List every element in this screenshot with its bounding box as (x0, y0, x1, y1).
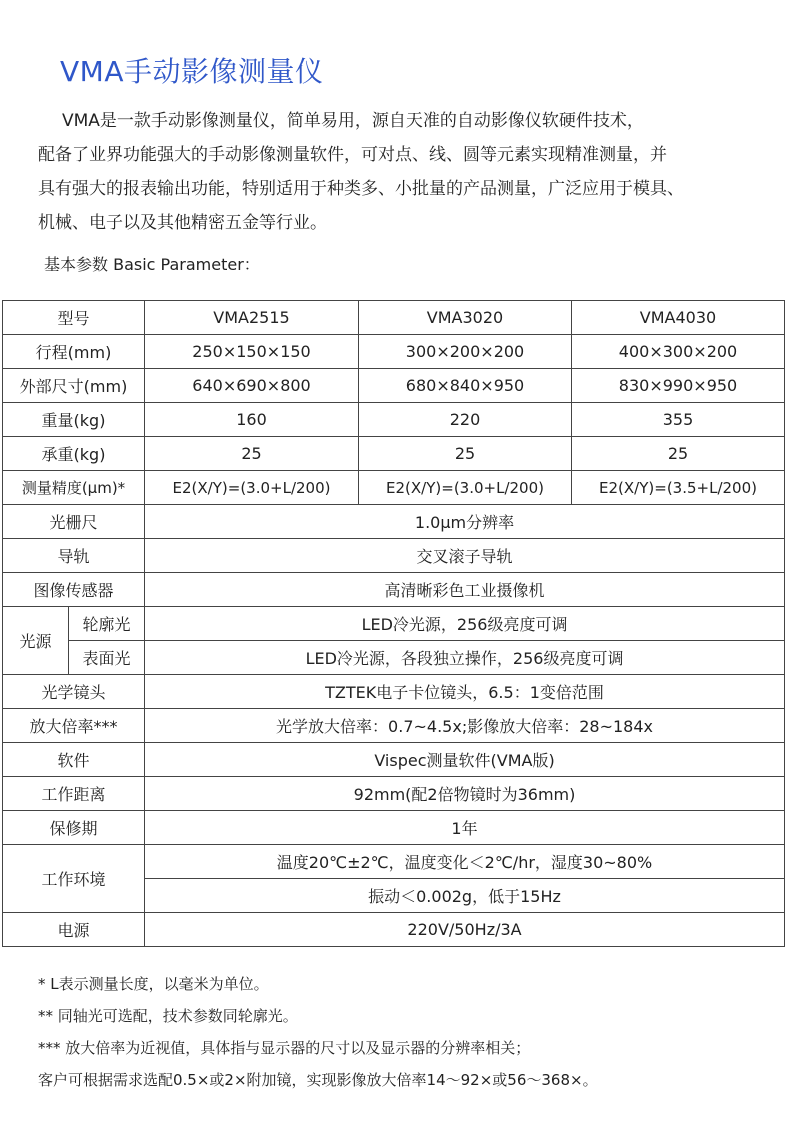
intro-line: VMA是一款手动影像测量仪，简单易用，源自天准的自动影像仪软硬件技术， (62, 111, 644, 131)
table-cell: 400×300×200 (572, 335, 785, 369)
table-cell: TZTEK电子卡位镜头，6.5：1变倍范围 (145, 675, 785, 709)
table-cell: VMA4030 (572, 301, 785, 335)
table-cell: 高清晰彩色工业摄像机 (145, 573, 785, 607)
table-cell: 830×990×950 (572, 369, 785, 403)
row-label: 软件 (3, 743, 145, 777)
table-cell: 680×840×950 (359, 369, 572, 403)
row-label: 光学镜头 (3, 675, 145, 709)
table-cell: E2(X/Y)=(3.0+L/200) (359, 471, 572, 505)
row-label: 重量(kg) (3, 403, 145, 437)
table-cell: 光学放大倍率：0.7~4.5x;影像放大倍率：28~184x (145, 709, 785, 743)
table-cell: VMA2515 (145, 301, 359, 335)
table-row (3, 845, 785, 879)
table-cell: 25 (145, 437, 359, 471)
table-cell: LED冷光源，256级亮度可调 (145, 607, 785, 641)
table-cell: 92mm(配2倍物镜时为36mm) (145, 777, 785, 811)
row-label: 行程(mm) (3, 335, 145, 369)
row-label: 承重(kg) (3, 437, 145, 471)
table-row (3, 811, 785, 845)
row-sublabel: 表面光 (69, 641, 145, 675)
table-cell: 温度20℃±2℃，温度变化＜2℃/hr，湿度30~80% (145, 845, 785, 879)
table-cell: 220 (359, 403, 572, 437)
row-label: 型号 (3, 301, 145, 335)
table-row (3, 369, 785, 403)
table-row (3, 709, 785, 743)
row-label: 图像传感器 (3, 573, 145, 607)
row-label: 外部尺寸(mm) (3, 369, 145, 403)
table-cell: LED冷光源，各段独立操作，256级亮度可调 (145, 641, 785, 675)
row-label: 保修期 (3, 811, 145, 845)
table-row (3, 403, 785, 437)
table-row (3, 573, 785, 607)
table-row (3, 539, 785, 573)
row-label: 测量精度(μm)* (3, 471, 145, 505)
row-label: 工作距离 (3, 777, 145, 811)
table-cell: 640×690×800 (145, 369, 359, 403)
spec-table (2, 300, 785, 947)
page-title: VMA手动影像测量仪 (60, 55, 324, 88)
table-cell: Vispec测量软件(VMA版) (145, 743, 785, 777)
table-cell: 300×200×200 (359, 335, 572, 369)
table-row (3, 641, 785, 675)
footnote: 客户可根据需求选配0.5×或2×附加镜，实现影像放大倍率14～92×或56～368×。 (38, 1071, 598, 1089)
row-label: 工作环境 (3, 845, 145, 913)
row-label: 光栅尺 (3, 505, 145, 539)
table-cell: 160 (145, 403, 359, 437)
table-row (3, 471, 785, 505)
intro-line: 具有强大的报表输出功能，特别适用于种类多、小批量的产品测量，广泛应用于模具、 (38, 179, 684, 199)
row-label: 导轨 (3, 539, 145, 573)
row-label: 光源 (3, 607, 69, 675)
table-cell: 220V/50Hz/3A (145, 913, 785, 947)
table-cell: VMA3020 (359, 301, 572, 335)
table-row (3, 335, 785, 369)
intro-paragraph (38, 104, 758, 240)
table-row (3, 913, 785, 947)
table-cell: 交叉滚子导轨 (145, 539, 785, 573)
table-row (3, 743, 785, 777)
footnote: *** 放大倍率为近视值，具体指与显示器的尺寸以及显示器的分辨率相关； (38, 1039, 531, 1057)
basic-parameter-heading: 基本参数 Basic Parameter： (44, 255, 260, 274)
footnote: * L表示测量长度，以毫米为单位。 (38, 975, 269, 993)
table-cell: E2(X/Y)=(3.0+L/200) (145, 471, 359, 505)
table-cell: 355 (572, 403, 785, 437)
row-label: 放大倍率*** (3, 709, 145, 743)
table-row (3, 675, 785, 709)
table-row (3, 505, 785, 539)
intro-line: 机械、电子以及其他精密五金等行业。 (38, 213, 327, 233)
table-cell: 振动＜0.002g，低于15Hz (145, 879, 785, 913)
table-cell: E2(X/Y)=(3.5+L/200) (572, 471, 785, 505)
table-row (3, 777, 785, 811)
footnotes (38, 968, 778, 1096)
row-sublabel: 轮廓光 (69, 607, 145, 641)
table-row (3, 607, 785, 641)
row-label: 电源 (3, 913, 145, 947)
table-cell: 25 (572, 437, 785, 471)
table-cell: 1年 (145, 811, 785, 845)
table-cell: 1.0μm分辨率 (145, 505, 785, 539)
table-row (3, 301, 785, 335)
intro-line: 配备了业界功能强大的手动影像测量软件，可对点、线、圆等元素实现精准测量，并 (38, 145, 667, 165)
table-cell: 25 (359, 437, 572, 471)
table-cell: 250×150×150 (145, 335, 359, 369)
footnote: ** 同轴光可选配，技术参数同轮廓光。 (38, 1007, 298, 1025)
table-row (3, 437, 785, 471)
